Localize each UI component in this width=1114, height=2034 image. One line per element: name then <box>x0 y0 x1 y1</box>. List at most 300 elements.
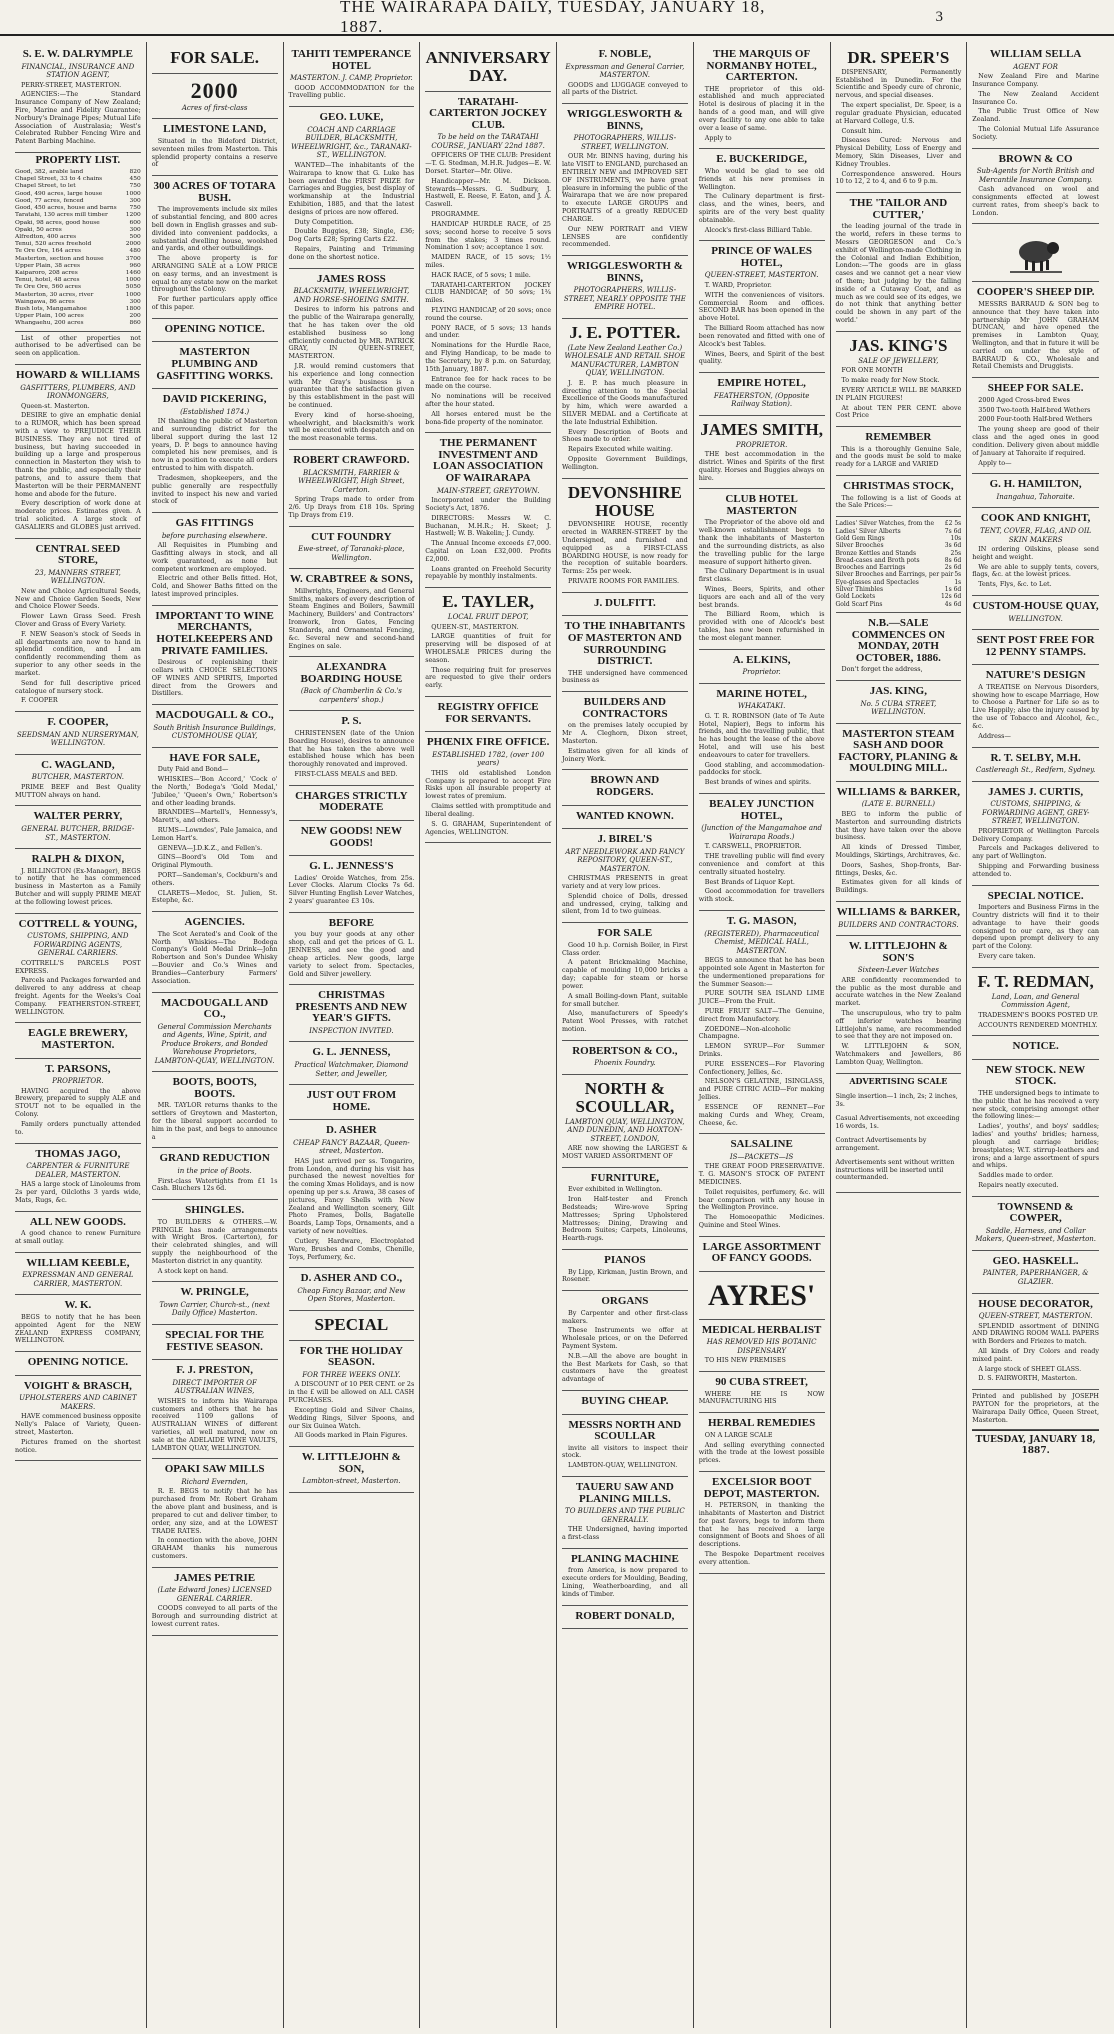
ad-subheading: PHOTOGRAPHERS, WILLIS-STREET, NEARLY OPPOSITE THE EMPIRE HOTEL. <box>563 286 686 312</box>
property-name: Good, 77 acres, fenced <box>15 197 84 204</box>
advertisement <box>699 1237 825 1272</box>
ad-heading: MASTERTON STEAM SASH AND DOOR FACTORY, PLANING & MOULDING MILL. <box>838 727 959 775</box>
price-value: 1s 6d <box>944 586 962 594</box>
column-8 <box>967 42 1104 2028</box>
property-price: 1000 <box>125 190 141 197</box>
advertisement <box>15 1144 141 1212</box>
property-name: Good, 490 acres, large house <box>15 190 103 197</box>
property-price: 1000 <box>125 277 141 284</box>
price-item: Silver Brooches <box>835 542 884 550</box>
advertisement <box>699 684 825 794</box>
property-price: 1200 <box>125 212 141 219</box>
price-value: 8s 6d <box>944 556 962 564</box>
advertisement <box>289 786 415 821</box>
ad-subheading: TO BUILDERS AND THE PUBLIC GENERALLY. <box>565 1507 685 1524</box>
ad-heading: HOWARD & WILLIAMS <box>15 368 140 381</box>
ad-paragraph: J. E. P. has much pleasure in directing attention to the Special Excellence of the Goods manufactured by him, which were awarded a SILVER MEDAL and a Certificate at the late Industrial Exhibition. <box>562 378 688 426</box>
ad-paragraph: The Bespoke Department receives every attention. <box>698 1549 825 1566</box>
ad-subheading: (Junction of the Mangamahoe and Wairarapa Roads.) <box>701 824 822 841</box>
ad-paragraph: Contract Advertisements by arrangement. <box>835 1135 927 1152</box>
ad-paragraph: PORT—Sandeman's, Cockburn's and others. <box>151 871 278 887</box>
ad-heading: CHRISTMAS PRESENTS AND NEW YEAR'S GIFTS. <box>295 989 408 1025</box>
ad-paragraph: Every kind of horse-shoeing, wheelwright, and blacksmith's work will be executed with despatch and on the most reasonable terms. <box>288 410 415 443</box>
ad-body <box>15 868 141 907</box>
ad-subheading: (Back of Chamberlin & Co.'s carpenters' shop.) <box>300 687 402 704</box>
ad-body <box>972 301 1099 371</box>
ad-paragraph: PRIVATE ROOMS FOR FAMILIES. <box>568 577 679 586</box>
property-name: Whangaehu, 200 acres <box>15 320 84 327</box>
ad-body <box>15 1413 141 1454</box>
ad-paragraph: The Billiard Room, which is provided with one of Alcock's best tables, has now been refurnished in the most elegant manner. <box>698 610 825 642</box>
ad-paragraph: All Requisites in Plumbing and Gasfitting always in stock, and all work guaranteed, as none but competent workmen are employed. <box>151 541 278 573</box>
advertisement <box>562 1477 688 1549</box>
ad-heading: J. DULFITT. <box>593 596 656 609</box>
ad-paragraph: Consult him. <box>841 126 883 135</box>
ad-heading: SHEEP FOR SALE. <box>987 382 1084 395</box>
ad-paragraph: In connection with the above, JOHN GRAHAM thanks his numerous customers. <box>151 1536 278 1560</box>
ad-paragraph: Good 10 h.p. Cornish Boiler, in First Class order. <box>562 940 688 957</box>
ad-paragraph: OUR Mr. BINNS having, during his late VISIT to ENGLAND, purchased an ENTIRELY NEW and IMPROVED SET OF INSTRUMENTS, we have great pleasure in informing the public of the Wairarapa that we are now prepared to execute LARGE GROUPS and PORTRAITS of a greatly REDUCED CHARGE. <box>562 152 688 223</box>
ad-heading: SHINGLES. <box>185 1204 245 1217</box>
price-value: 12s 6d <box>940 593 962 601</box>
advertisement <box>699 373 825 416</box>
ad-body <box>15 403 141 532</box>
ad-subheading: Expressman and General Carrier, MASTERTON. <box>565 62 685 80</box>
ad-subheading: Acres of first-class <box>181 103 248 112</box>
advertisement <box>562 1041 688 1075</box>
ad-paragraph: HAVE commenced business opposite Nelly's Palace of Variety, Queen-street, Masterton. <box>15 1412 141 1436</box>
ad-paragraph: HANDICAP HURDLE RACE, of 25 sovs; second horse to receive 5 sovs from the stakes; 3 times round. Nomination 1 sov; acceptance 1 sov. <box>425 219 551 252</box>
ad-body <box>562 153 688 249</box>
ad-heading: BEFORE <box>328 916 374 929</box>
ad-body <box>15 1088 141 1137</box>
ad-body <box>15 588 141 705</box>
ad-subheading: Castlereagh St., Redfern, Sydney. <box>975 766 1096 775</box>
advertisement <box>289 711 415 785</box>
ad-subheading: To be held on the TARATAHI COURSE, JANUARY 22nd 1887. <box>431 133 545 150</box>
advertisement <box>289 44 415 107</box>
ad-paragraph: Excepting Gold and Silver Chains, Wedding Rings, Silver Spoons, and our Six Guinea Watch. <box>288 1405 415 1430</box>
ad-paragraph: Millwrights, Engineers, and General Smiths, makers of every description of Steam Engines and Boilers, Sawmill Machinery, Builders' and Contractors' Ironwork, Iron Gates, Fencing Standards, and Ornamental Fencing, &c. Several new and second-hand Engines on sale. <box>288 586 415 650</box>
price-item: Bronze Kettles and Stands <box>835 549 917 557</box>
ad-paragraph: Duty Competition. <box>294 217 354 226</box>
ad-heading: F. T. REDMAN, <box>977 971 1094 991</box>
ad-heading: MASTERTON PLUMBING AND GASFITTING WORKS. <box>156 346 273 382</box>
ad-heading: T. PARSONS, <box>45 1062 111 1075</box>
ad-body <box>836 977 962 1067</box>
ad-paragraph: Correspondence answered. Hours 10 to 12, 2 to 4, and 6 to 9 p.m. <box>835 169 962 186</box>
ad-paragraph: THE proprietor of this old-established and much appreciated Hotel is desirous of placing it in the hands of a good man, and will give every facility to any one able to take over a lease of same. <box>698 84 825 132</box>
ad-body <box>289 931 415 978</box>
ad-heading: BUILDERS AND CONTRACTORS <box>582 696 668 720</box>
ad-body <box>699 713 825 787</box>
advertisement <box>15 539 141 713</box>
advertisement <box>152 912 278 992</box>
ad-paragraph: Good stabling, and accommodation-paddocks for stock. <box>698 760 825 777</box>
ad-subheading: FEATHERSTON, (Opposite Railway Station). <box>713 391 810 409</box>
advertisement <box>699 1134 825 1237</box>
ad-paragraph: GINS—Boord's Old Tom and Original Plymouth. <box>151 853 278 870</box>
ad-paragraph: By Carpenter and other first-class makers. <box>562 1308 688 1325</box>
ad-heading: J. E. POTTER. <box>569 322 681 342</box>
ad-heading: OPAKI SAW MILLS <box>164 1463 265 1476</box>
ad-subheading: PROPRIETOR. <box>52 1077 104 1086</box>
price-row <box>836 593 962 600</box>
ad-heading: JAS. KING'S <box>849 335 948 355</box>
ad-paragraph: Address— <box>978 731 1011 740</box>
ad-paragraph: ZOEDONE—Non-alcoholic Champagne. <box>698 1024 791 1041</box>
ad-heading: D. ASHER <box>326 1124 377 1137</box>
ad-heading: GEO. LUKE, <box>319 111 384 124</box>
ad-paragraph: FLYING HANDICAP, of 20 sovs; once round the course. <box>425 306 551 322</box>
ad-paragraph: Entrance fee for hack races to be made on the course. <box>425 374 551 391</box>
ad-heading: F. COOPER, <box>47 716 109 729</box>
property-name: Upper Plain, 100 acres <box>15 313 84 320</box>
ad-heading: NEW GOODS! NEW GOODS! <box>300 825 402 849</box>
ad-paragraph: PROPRIETOR of Wellington Parcels Delivery Company. <box>972 826 1099 843</box>
ad-paragraph: Advertisements sent without written instructions will be inserted until countermanded. <box>835 1157 955 1182</box>
advertisement <box>836 193 962 332</box>
advertisement <box>699 241 825 373</box>
ad-body <box>836 1093 962 1182</box>
advertisement <box>562 1391 688 1415</box>
advertisement <box>562 104 688 256</box>
ad-paragraph: Estimates given for all kinds of Joinery Work. <box>562 746 688 763</box>
ad-heading: E. BUCKERIDGE, <box>716 153 808 166</box>
ad-paragraph: SPLENDID assortment of DINING AND DRAWING ROOM WALL PAPERS with Borders and Friezes to match. <box>972 1321 1099 1346</box>
ad-paragraph: AGENCIES:—The Standard Insurance Company of New Zealand; Fire, Marine and Fidelity Guarantee; Norbury's Drainage Pipes; Mutual Life Association of Australasia; West's Celebrated Rubber Fencing Wire and Patent Barbing Machine. <box>15 90 141 146</box>
ad-paragraph: All horses entered must be the bona-fide property of the nominator. <box>425 409 551 426</box>
advertisement <box>15 1212 141 1253</box>
ad-body <box>152 659 278 698</box>
ad-paragraph: Also, manufacturers of Speedy's Patent Wool Presses, with ratchet motion. <box>562 1009 688 1033</box>
property-price: 1800 <box>125 305 141 312</box>
ad-paragraph: BRANDIES—Martell's, Hennessy's, Marett's, and others. <box>151 808 278 825</box>
ad-heading: W. CRABTREE & SONS, <box>289 573 413 586</box>
advertisement <box>972 748 1099 782</box>
advertisement <box>972 886 1099 968</box>
ad-body <box>425 770 551 837</box>
ad-heading: TAHITI TEMPERANCE HOTEL <box>291 48 412 72</box>
ad-paragraph: TO HIS NEW PREMISES <box>704 1356 786 1365</box>
ad-subheading: Proprietor. <box>742 668 781 677</box>
price-value: 25s <box>950 549 962 557</box>
ad-paragraph: Electric and other Bells fitted. Hot, Cold, and Shower Baths fitted on the latest improved principles. <box>151 574 278 599</box>
ad-paragraph: T. CARSWELL, PROPRIETOR. <box>704 842 802 851</box>
ad-paragraph: The improvements include six miles of substantial fencing, and 800 acres bell down in English grasses and sub-divided into convenient paddocks, a substantial dwelling house, woolshed and yards, and other outbuildings. <box>151 205 278 253</box>
advertisement <box>289 985 415 1042</box>
advertisement <box>152 176 278 319</box>
ad-subheading: BUTCHER, MASTERTON. <box>31 773 124 782</box>
advertisement <box>289 1341 415 1447</box>
ad-body <box>836 495 962 511</box>
advertisement <box>289 1085 415 1120</box>
ad-heading: WALTER PERRY, <box>33 810 123 823</box>
ad-paragraph: BEG to inform the public of Masterton and surrounding districts that they have taken over the above business. <box>835 809 962 842</box>
ad-heading: DR. SPEER'S <box>847 48 950 67</box>
ad-paragraph: WISHES to inform his Wairarapa customers and others that he has received 1109 gallons of AUSTRALIAN WINES of different varieties, all well matured, now on sale at the ADELAIDE WINE VAULTS, LAMBTON QUAY, WELLINGTON. <box>151 1396 278 1452</box>
property-price: 500 <box>129 233 141 240</box>
property-price: 960 <box>129 262 141 269</box>
advertisement <box>289 856 415 913</box>
advertisement <box>289 527 415 570</box>
ad-paragraph: RUMS—Lowndes', Pale Jamaica, and Lemon Hart's. <box>151 825 278 842</box>
ad-subheading: PROPRIETOR. <box>735 440 788 449</box>
ad-heading: EXCELSIOR BOOT DEPOT, MASTERTON. <box>703 1476 820 1500</box>
advertisement <box>289 269 415 450</box>
ad-body <box>425 152 551 426</box>
ad-heading: WILLIAMS & BARKER, <box>836 785 960 798</box>
ad-body <box>289 730 415 779</box>
ad-paragraph: ON A LARGE SCALE <box>704 1430 773 1439</box>
ad-body <box>562 1186 688 1243</box>
advertisement <box>15 1023 141 1058</box>
advertisement <box>15 712 141 755</box>
ad-subheading: CHEAP FANCY BAZAAR, Queen-street, Masterton. <box>293 1138 410 1156</box>
ad-heading: GRAND REDUCTION <box>159 1152 270 1165</box>
ad-body <box>15 1230 141 1246</box>
price-row <box>836 542 962 549</box>
ad-paragraph: HAS a large stock of Linoleums from 2s per yard, Oilcloths 3 yards wide, Mats, Rugs, &c. <box>15 1180 141 1204</box>
ad-paragraph: Best Brands of Liquor Kept. <box>704 877 795 886</box>
price-item: Gold Lockets <box>835 593 876 601</box>
ad-subheading: Ewe-street, of Taranaki-place, Wellington. <box>298 545 405 562</box>
ad-heading: P. S. <box>341 715 362 728</box>
property-name: Chapel Street, to let <box>15 183 76 190</box>
ad-body <box>289 306 415 443</box>
ad-heading: THOMAS JAGO, <box>35 1147 121 1160</box>
ad-body <box>972 828 1099 879</box>
property-name: Taratahi, 130 acres mill timber <box>15 212 108 219</box>
ad-paragraph: The Proprietor of the above old and well-known establishment begs to thank the inhabitants of Masterton and the surrounding districts, as also the travelling public for the large measure of support hitherto given. <box>698 518 825 566</box>
advertisement <box>699 149 825 241</box>
ad-paragraph: PROGRAMME. <box>431 210 480 219</box>
ad-heading: TO THE INHABITANTS OF MASTERTON AND SURROUNDING DISTRICT. <box>564 620 686 668</box>
ad-paragraph: COODS conveyed to all parts of the Borough and surrounding district at lowest current rates. <box>151 1604 278 1628</box>
advertisement <box>562 1549 688 1606</box>
ad-paragraph: WHISKIES—'Bon Accord,' 'Cock o' the North,' Bodega's 'Gold Medal,' 'Jubilee,' 'Queen's Own,' Robertson's and other leading brands. <box>151 775 278 807</box>
ad-paragraph: MR. TAYLOR returns thanks to the settlers of Greytown and Masterton, for the liberal support accorded to him in the past, and begs to announce a <box>151 1101 278 1141</box>
ad-heading: WRIGGLESWORTH & BINNS, <box>566 260 683 284</box>
property-name: Opaki, 98 acres, good house <box>15 219 100 226</box>
price-row <box>836 557 962 564</box>
ad-subheading: Inangahua, Tahoraite. <box>996 492 1075 501</box>
advertisement <box>152 1148 278 1200</box>
advertisement <box>699 489 825 649</box>
ad-subheading: Land, Loan, and General Commission Agent, <box>991 992 1080 1010</box>
ad-paragraph: The unscrupulous, who try to palm off inferior watches bearing Littlejohn's name, are recommended to see that they are not imposed on. <box>835 1008 962 1041</box>
ad-heading: CENTRAL SEED STORE, <box>35 542 121 567</box>
ad-paragraph: HAS just arrived per ss. Tongariro, from London, and during his visit has purchased the newest novelties for the coming Xmas Holidays, and is now opening up per s.s. Arawa, 38 cases of pictures, Fancy Shells with New Zealand and Wellington scenery, Gilt Photo Frames, Dolls, Bagatelle Boards, Lamp Tops, Ornaments, and a variety of new novelties. <box>288 1156 415 1236</box>
advertisement <box>152 748 278 913</box>
ad-paragraph: Every description of work done at moderate prices. Estimates given. A trial solicited. A large stock of GASALIERS and GLOBES just arrived. <box>15 499 141 531</box>
ad-paragraph: Repairs neatly executed. <box>978 1180 1059 1189</box>
ad-heading: C. WAGLAND, <box>41 758 115 771</box>
property-price: 1000 <box>125 291 141 298</box>
ad-heading: HOUSE DECORATOR, <box>978 1297 1093 1310</box>
advertisement <box>836 724 962 782</box>
property-price: 600 <box>129 219 141 226</box>
price-row <box>836 586 962 593</box>
advertisement <box>562 319 688 479</box>
advertisement <box>152 1072 278 1148</box>
ad-paragraph: Splendid choice of Dolls, dressed and undressed, crying, talking and silent, from 1d to two guineas. <box>562 891 688 916</box>
ad-paragraph: Family orders punctually attended to. <box>15 1119 141 1136</box>
ad-heading: OPENING NOTICE. <box>27 1356 128 1369</box>
price-item: Silver Thimbles <box>835 586 884 594</box>
ad-subheading: TENT, COVER, FLAG, AND OIL SKIN MAKERS <box>979 526 1092 544</box>
ad-body <box>152 206 278 312</box>
ad-paragraph: EVERY ARTICLE WILL BE MARKED IN PLAIN FIGURES! <box>835 385 962 402</box>
ad-subheading: (Late Edward Jones) LICENSED GENERAL CARRIER. <box>157 1586 272 1603</box>
ad-paragraph: Shipping and Forwarding business attended to. <box>972 861 1099 878</box>
ad-paragraph: Opposite Government Buildings, Wellington. <box>562 455 688 471</box>
ad-heading: F. NOBLE, <box>598 48 652 60</box>
ad-paragraph: Doors, Sashes, Shop-fronts, Bar-fittings, Desks, &c. <box>835 860 962 877</box>
price-row <box>836 550 962 557</box>
property-price: 1460 <box>125 269 141 276</box>
ad-subheading: GASFITTERS, PLUMBERS, AND IRONMONGERS, <box>20 383 136 401</box>
ad-body <box>699 843 825 904</box>
column-5 <box>557 42 694 2028</box>
advertisement <box>972 630 1099 665</box>
ad-heading: THE PERMANENT INVESTMENT AND LOAN ASSOCIATION OF WAIRARAPA <box>433 437 544 485</box>
advertisement <box>699 1413 825 1472</box>
property-row <box>15 277 141 284</box>
ad-heading: S. E. W. DALRYMPLE <box>22 48 133 60</box>
price-row <box>836 564 962 571</box>
advertisement <box>152 119 278 176</box>
ad-paragraph: TRADESMEN'S BOOKS POSTED UP. <box>978 1010 1098 1019</box>
ad-body <box>836 811 962 895</box>
ad-subheading: Sub-Agents for North British and Mercantile Insurance Company. <box>976 167 1095 184</box>
price-value: 3s 6d <box>944 542 962 550</box>
ad-subheading: DIRECT IMPORTER OF AUSTRALIAN WINES, <box>172 1378 257 1396</box>
ad-paragraph: GENEVA—J.D.K.Z., and Fellen's. <box>157 843 263 852</box>
property-list <box>15 153 141 331</box>
ad-paragraph: TO BUILDERS & OTHERS.—W. PRINGLE has made arrangements with Wright Bros. (Carterton), for their celebrated shingles, and will supply the neighbourhood of the Masterton district in any quantity. <box>151 1217 278 1265</box>
advertisement <box>425 92 551 434</box>
ad-paragraph: Importers and Business Firms in the Country districts will find it to their advantage to have their goods consigned to our care, as they can depend upon prompt delivery to any part of the Colony. <box>972 903 1099 951</box>
ad-paragraph: Flower Lawn Grass Seed. Fresh Clover and Grass of Every Variety. <box>15 612 141 628</box>
property-name: Good, 382, arable land <box>15 169 84 176</box>
price-value: 4s 6d <box>944 600 962 608</box>
property-price: 750 <box>129 183 141 190</box>
advertisement <box>15 1253 141 1296</box>
advertisement <box>699 794 825 911</box>
ad-paragraph: First-class Watertights from £1 1s Cash. Bluchers 12s 6d. <box>151 1176 278 1193</box>
ad-heading: 90 CUBA STREET, <box>715 1376 808 1389</box>
ad-paragraph: D. S. FAIRWORTH, Masterton. <box>978 1374 1078 1383</box>
ad-paragraph: Who would be glad to see old friends at his new premises in Wellington. <box>698 166 825 191</box>
ad-paragraph: 2000 Aged Cross-bred Ewes <box>978 395 1070 404</box>
price-value: £2 5s <box>944 520 962 528</box>
ad-paragraph: PURE FRUIT SALT—The Genuine, direct from Manufactory. <box>698 1006 825 1023</box>
ad-paragraph: Ever exhibited in Wellington. <box>568 1185 663 1194</box>
ad-heading: CLUB HOTEL MASTERTON <box>725 493 798 517</box>
advertisement <box>836 902 962 936</box>
ad-body <box>562 670 688 686</box>
price-item: Gold Scarf Pins <box>835 600 883 608</box>
ad-body <box>836 367 962 420</box>
ad-body <box>562 942 688 1034</box>
ad-paragraph: THE GREAT FOOD PRESERVATIVE. T. G. MASON'S STOCK OF PATENT MEDICINES. <box>698 1162 825 1187</box>
ad-paragraph: LARGE quantities of fruit for preserving will be disposed of at WHOLESALE PRICES during the season. <box>425 632 551 664</box>
price-value: 10s <box>950 534 962 542</box>
ad-heading: COTTRELL & YOUNG, <box>18 917 138 930</box>
ad-subheading: QUEEN-STREET, MASTERTON. <box>978 1312 1093 1321</box>
ad-paragraph: By Lipp, Kirkman, Justin Brown, and Rosener. <box>562 1267 688 1284</box>
property-row <box>15 227 141 234</box>
ad-subheading: GENERAL BUTCHER, BRIDGE-ST., MASTERTON. <box>21 824 135 842</box>
ad-body <box>289 875 415 906</box>
ad-heading: OPENING NOTICE. <box>164 322 265 335</box>
ad-paragraph: Handicapper—Mr. M. Dickson. Stewards—Messrs. G. Sudbury, J. Hastwell, E. Reese, F. Eaton, and J. A. Caswell. <box>425 176 551 209</box>
ad-heading: 300 ACRES OF TOTARA BUSH. <box>153 180 276 204</box>
ad-heading: JAS. KING, <box>869 685 927 698</box>
ad-paragraph: DISPENSARY, Permanently Established in Dunedin. For the Scientific and Speedy cure of chronic, nervous, and special diseases. <box>835 67 962 100</box>
ad-subheading: FINANCIAL, INSURANCE AND STATION AGENT, <box>21 62 135 80</box>
advertisement <box>15 44 141 153</box>
ad-subheading: WHAKATAKI. <box>737 702 786 711</box>
property-name: Masterton, 30 acres, river <box>15 291 94 298</box>
ad-subheading: FOR THREE WEEKS ONLY. <box>302 1370 401 1379</box>
property-name: Opaki, 50 acres <box>15 226 62 233</box>
ad-body <box>699 519 825 642</box>
ad-heading: GAS FITTINGS <box>175 517 254 530</box>
property-price: 2000 <box>125 241 141 248</box>
ad-paragraph: 2000 Four-tooth Half-bred Wethers <box>978 415 1093 424</box>
property-row <box>15 299 141 306</box>
ad-heading: LARGE ASSORTMENT OF FANCY GOODS. <box>702 1240 821 1265</box>
ad-body <box>289 85 415 101</box>
property-row <box>15 313 141 320</box>
ad-paragraph: Estimates given for all kinds of Buildings. <box>835 878 962 895</box>
ad-subheading: WELLINGTON. <box>1008 614 1063 623</box>
ad-paragraph: THE travelling public will find every convenience and comfort at this centrally situated hostelry. <box>698 852 825 876</box>
ad-paragraph: The New Zealand Accident Insurance Co. <box>972 89 1099 106</box>
ad-heading: ORGANS <box>601 1295 649 1308</box>
ad-subheading: ART NEEDLEWORK AND FANCY REPOSITORY, QUEEN-ST., MASTERTON. <box>565 847 685 873</box>
ad-paragraph: Parcels and Packages delivered to any part of Wellington. <box>972 844 1099 861</box>
ad-paragraph: The Billiard Room attached has now been renovated and fitted with one of Alcock's best Tables. <box>698 324 825 348</box>
ad-heading: BUYING CHEAP. <box>581 1395 669 1408</box>
ad-body <box>836 446 962 469</box>
advertisement <box>972 378 1099 474</box>
ad-heading: SENT POST FREE FOR 12 PENNY STAMPS. <box>976 634 1095 658</box>
ad-heading: MEDICAL HERBALIST <box>701 1323 822 1336</box>
ad-paragraph: The expert specialist, Dr. Speer, is a regular graduate Physician, educated at Harvard College, U.S. <box>835 101 962 125</box>
ad-paragraph: Saddles made to order. <box>978 1171 1054 1180</box>
price-item: Eye-glasses and Spectacles <box>835 578 919 586</box>
advertisement <box>15 1376 141 1462</box>
ad-heading: DEVONSHIRE HOUSE <box>567 482 682 520</box>
ad-paragraph: Every Description of Boots and Shoes made to order. <box>562 427 688 444</box>
ad-body <box>15 1314 141 1345</box>
ad-body <box>152 1488 278 1560</box>
ad-subheading: No. 5 CUBA STREET, WELLINGTON. <box>860 699 937 717</box>
ad-heading: THE MARQUIS OF NORMANBY HOTEL, CARTERTON. <box>706 48 817 84</box>
column-2 <box>147 42 284 2028</box>
ad-heading: BOOTS, BOOTS, BOOTS. <box>172 1076 257 1100</box>
advertisement <box>972 1036 1099 1060</box>
ad-heading: A. ELKINS, <box>732 653 791 666</box>
property-name: Chapel Street, 33 to 4 chains <box>15 176 103 183</box>
ad-subheading: IS—PACKETS—IS <box>729 1152 794 1161</box>
ad-body <box>836 223 962 325</box>
ad-subheading: HAS REMOVED HIS BOTANIC DISPENSARY <box>706 1338 817 1355</box>
ad-paragraph: ESSENCE OF RENNET—For making Curds and Whey, Cream, Cheese, &c. <box>698 1102 825 1127</box>
